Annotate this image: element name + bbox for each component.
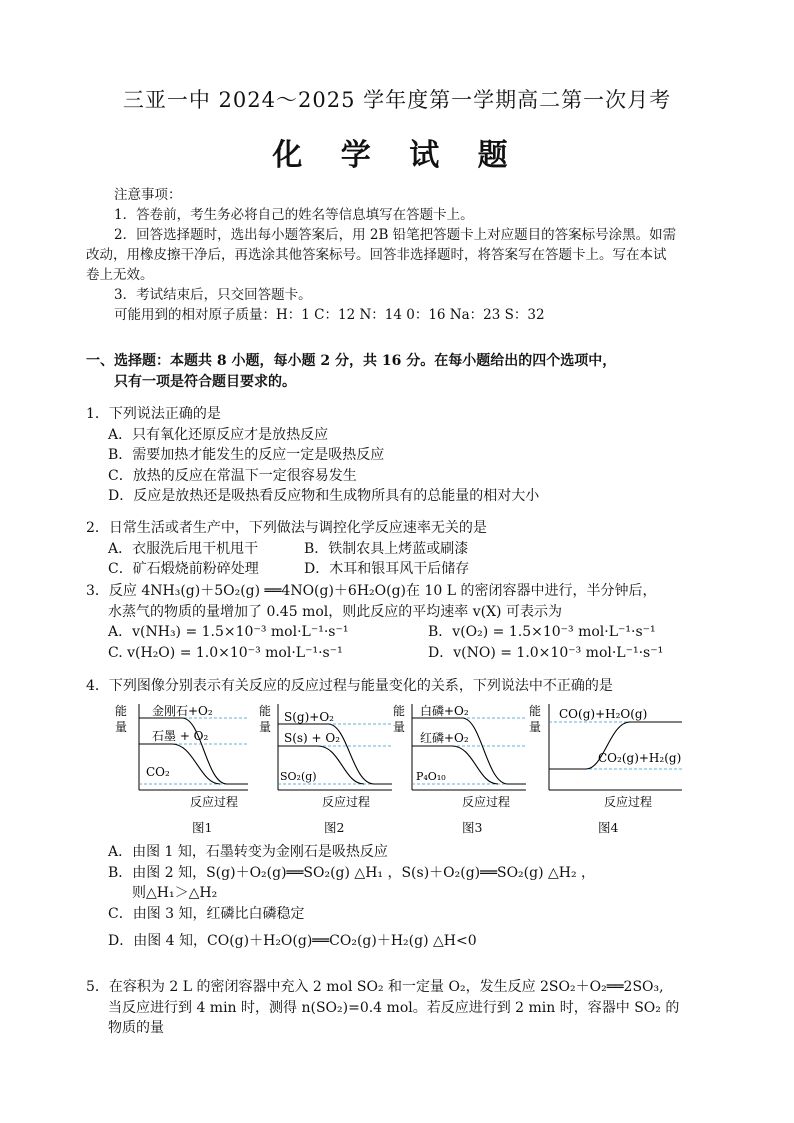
q2-option-b: B．铁制农具上烤蓝或刷漆 bbox=[304, 540, 469, 557]
q2-option-d: D．木耳和银耳风干后储存 bbox=[304, 561, 470, 577]
fig3-y-label-2: 量 bbox=[393, 720, 406, 734]
subject-title: 化 学 试 题 bbox=[272, 138, 522, 173]
question-4-options bbox=[86, 842, 726, 952]
q3-option-d: D．v(NO) = 1.0×10⁻³ mol·L⁻¹·s⁻¹ bbox=[428, 644, 664, 661]
q2-option-c: C．矿石煅烧前粉碎处理 bbox=[108, 561, 259, 577]
q3-option-c: C. v(H₂O) = 1.0×10⁻³ mol·L⁻¹·s⁻¹ bbox=[108, 644, 343, 661]
exam-notes bbox=[86, 185, 716, 325]
section-1-line-1: 一、选择题：本题共 8 小题，每小题 2 分，共 16 分。在每小题给出的四个选项中， bbox=[86, 353, 617, 369]
fig1-label-mid: 石墨 + O₂ bbox=[152, 729, 209, 743]
note-2-line-1: 2．回答选择题时，选出每小题答案后，用 2B 铅笔把答题卡上对应题目的答案标号涂黑。如需 bbox=[114, 227, 677, 243]
fig1-y-label-1: 能 bbox=[115, 704, 128, 718]
q2-stem: 2．日常生活或者生产中，下列做法与调控化学反应速率无关的是 bbox=[86, 520, 487, 536]
fig2-caption: 图2 bbox=[324, 820, 345, 835]
q4-option-c: C．由图 3 知，红磷比白磷稳定 bbox=[108, 905, 305, 922]
q4-option-b-line-1: B．由图 2 知，S(g)＋O₂(g)══SO₂(g) △H₁ ，S(s)＋O₂(g)══SO₂(g) △H₂ ， bbox=[108, 864, 596, 881]
fig4-caption: 图4 bbox=[598, 820, 619, 835]
fig4-label-bottom: CO₂(g)+H₂(g) bbox=[598, 751, 682, 765]
q4-option-d: D．由图 4 知，CO(g)＋H₂O(g)══CO₂(g)＋H₂(g) △H<0 bbox=[108, 933, 477, 949]
q1-stem: 1．下列说法正确的是 bbox=[86, 406, 221, 422]
note-3: 3．考试结束后，只交回答题卡。 bbox=[114, 287, 312, 303]
fig3-x-label: 反应过程 bbox=[462, 795, 511, 809]
fig4-y-label-2: 量 bbox=[529, 720, 542, 734]
question-2 bbox=[86, 518, 726, 580]
fig3-label-bottom: P₄O₁₀ bbox=[416, 770, 446, 783]
q4-stem: 4．下列图像分别表示有关反应的反应过程与能量变化的关系，下列说法中不正确的是 bbox=[86, 678, 613, 694]
q1-option-b: B．需要加热才能发生的反应一定是吸热反应 bbox=[108, 447, 385, 463]
exam-title: 三亚一中 2024～2025 学年度第一学期高二第一次月考 bbox=[122, 88, 672, 112]
fig2-y-label-2: 量 bbox=[259, 720, 272, 734]
note-2-line-2: 改动，用橡皮擦干净后，再选涂其他答案标号。回答非选择题时，将答案写在答题卡上。写在本试 bbox=[86, 247, 667, 263]
fig2-x-label: 反应过程 bbox=[322, 795, 371, 809]
fig3-label-mid: 红磷+O₂ bbox=[420, 731, 469, 745]
q3-stem-line-2: 水蒸气的物质的量增加了 0.45 mol，则此反应的平均速率 v(X) 可表示为 bbox=[108, 603, 562, 620]
atomic-masses: 可能用到的相对原子质量：H：1 C：12 N：14 0：16 Na：23 S：32 bbox=[114, 307, 545, 323]
q3-option-a: A．v(NH₃) = 1.5×10⁻³ mol·L⁻¹·s⁻¹ bbox=[108, 624, 349, 640]
energy-diagram-2 bbox=[256, 700, 396, 810]
fig1-caption: 图1 bbox=[192, 820, 213, 835]
fig2-label-top: S(g)+O₂ bbox=[284, 710, 334, 724]
fig1-label-top: 金刚石+O₂ bbox=[152, 704, 213, 718]
notes-heading: 注意事项： bbox=[114, 187, 182, 203]
fig2-label-mid: S(s) + O₂ bbox=[284, 731, 341, 745]
section-1-heading bbox=[86, 351, 616, 393]
fig3-y-label-1: 能 bbox=[393, 704, 406, 718]
energy-diagram-1 bbox=[112, 700, 252, 810]
fig4-y-label-1: 能 bbox=[529, 704, 542, 718]
q4-option-a: A．由图 1 知，石墨转变为金刚石是吸热反应 bbox=[108, 844, 388, 860]
q1-option-a: A．只有氧化还原反应才是放热反应 bbox=[108, 426, 329, 443]
question-1 bbox=[86, 404, 726, 507]
q5-line-1: 5．在容积为 2 L 的密闭容器中充入 2 mol SO₂ 和一定量 O₂，发生反应 2SO₂＋O₂══2SO₃, bbox=[86, 979, 664, 995]
fig1-y-label-2: 量 bbox=[115, 720, 128, 734]
q3-stem-line-1: 3．反应 4NH₃(g)＋5O₂(g) ══4NO(g)＋6H₂O(g)在 10 L 的密闭容器中进行，半分钟后， bbox=[86, 583, 657, 599]
fig4-label-top: CO(g)+H₂O(g) bbox=[559, 707, 648, 721]
q5-line-3: 物质的量 bbox=[108, 1020, 164, 1036]
q1-option-c: C．放热的反应在常温下一定很容易发生 bbox=[108, 467, 357, 484]
question-5 bbox=[86, 977, 726, 1039]
energy-diagram-3 bbox=[390, 700, 530, 810]
note-2-line-3: 卷上无效。 bbox=[86, 267, 154, 283]
fig1-label-bottom: CO₂ bbox=[146, 765, 170, 779]
question-3 bbox=[86, 581, 726, 663]
q5-line-2: 当反应进行到 4 min 时，测得 n(SO₂)=0.4 mol。若反应进行到 2 min 时，容器中 SO₂ 的 bbox=[108, 999, 680, 1016]
energy-diagram-4 bbox=[526, 700, 686, 810]
fig1-x-label: 反应过程 bbox=[190, 795, 239, 809]
q2-option-a: A．衣服洗后甩干机甩干 bbox=[108, 540, 259, 557]
fig2-label-bottom: SO₂(g) bbox=[280, 770, 317, 783]
note-1: 1．答卷前，考生务必将自己的姓名等信息填写在答题卡上。 bbox=[114, 207, 474, 223]
q1-option-d: D．反应是放热还是吸热看反应物和生成物所具有的总能量的相对大小 bbox=[108, 488, 540, 504]
fig3-label-top: 白磷+O₂ bbox=[420, 704, 469, 718]
fig3-caption: 图3 bbox=[462, 820, 483, 835]
q3-option-b: B．v(O₂) = 1.5×10⁻³ mol·L⁻¹·s⁻¹ bbox=[428, 624, 656, 640]
fig2-y-label-1: 能 bbox=[259, 704, 272, 718]
q4-option-b-line-2: 则△H₁＞△H₂ bbox=[132, 885, 218, 901]
fig4-x-label: 反应过程 bbox=[604, 795, 653, 809]
section-1-line-2: 只有一项是符合题目要求的。 bbox=[114, 374, 296, 390]
